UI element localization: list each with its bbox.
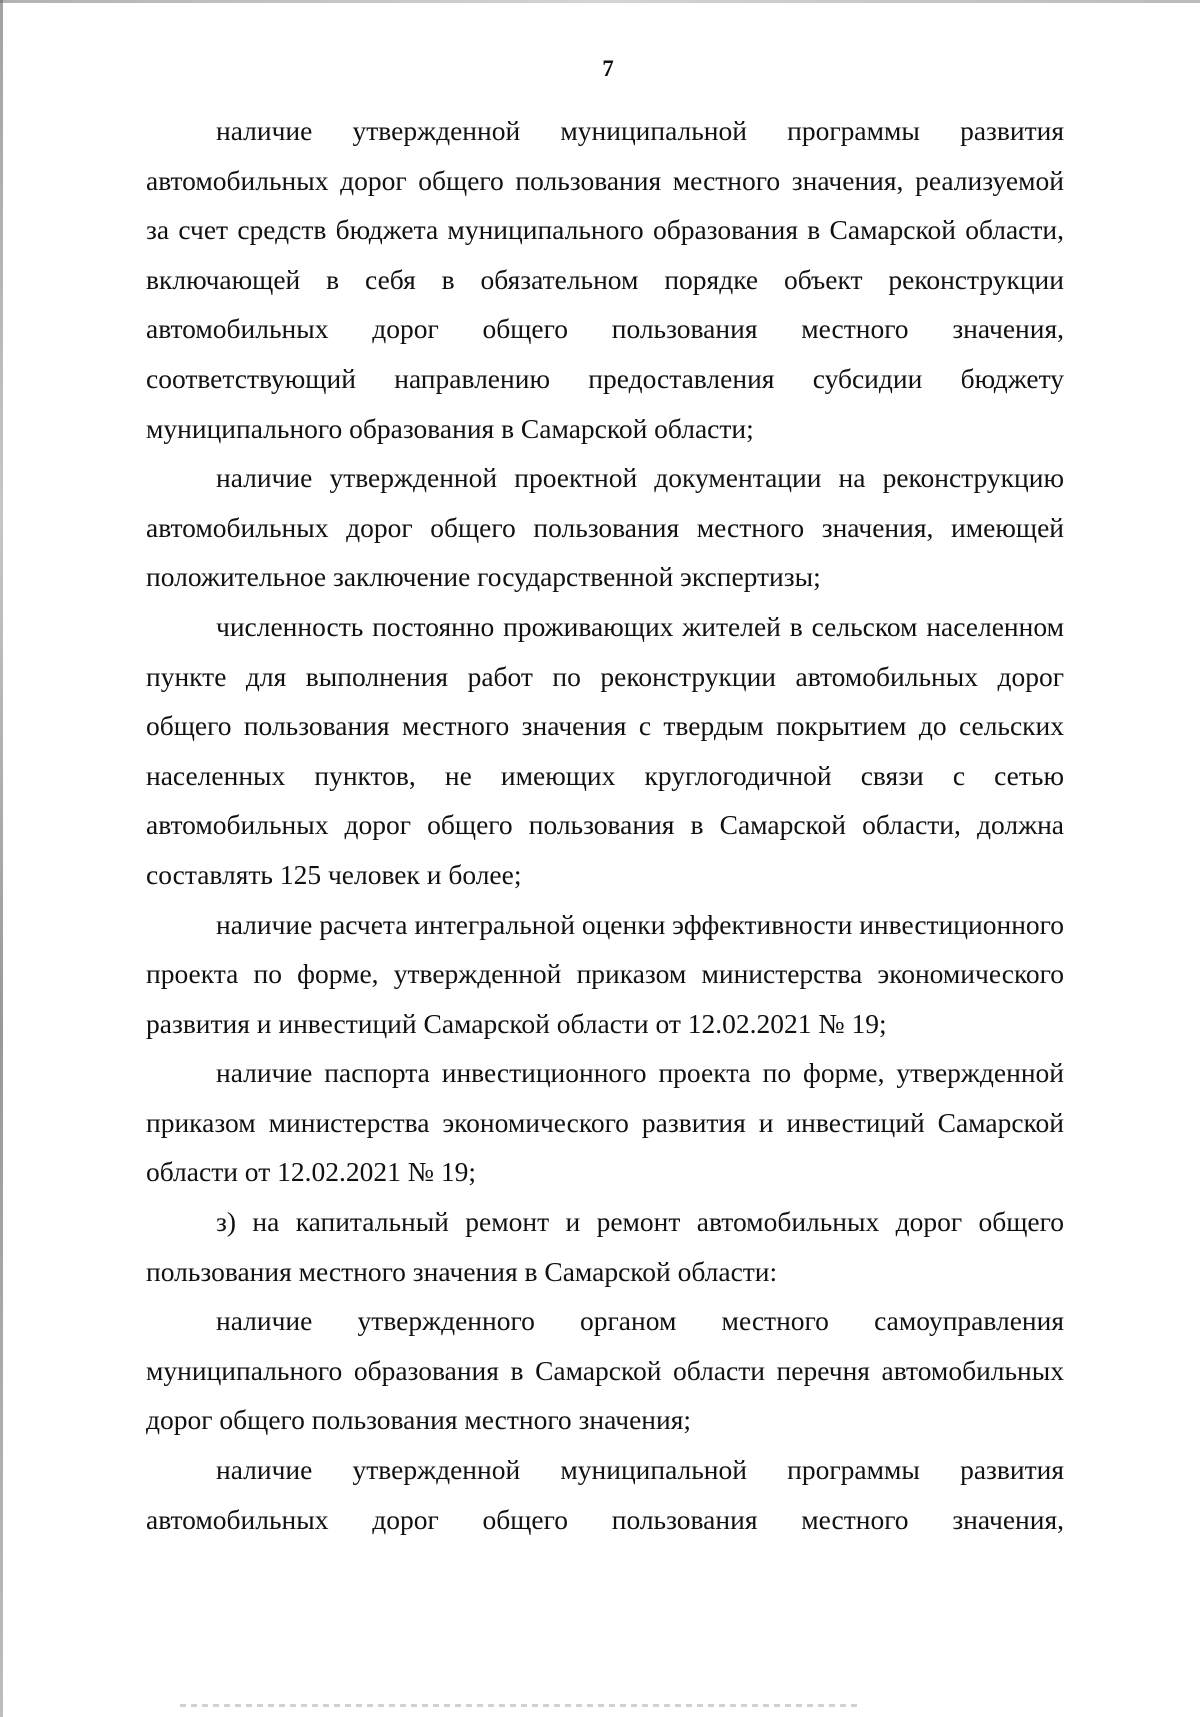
paragraph-population-requirement: численность постоянно проживающих жителей в сельском населенном пункте для выполнения работ по реконструкции автомобильных дорог общего пользования местного значения с твердым покрытием до сельских населенных пунктов, не имеющих круглогодичной связи с сетью автомобильных дорог общего пользования в Самарской области, должна составлять 125 человек и более; bbox=[146, 610, 1064, 890]
paragraph-road-list: наличие утвержденного органом местного самоуправления муниципального образования в Самарской области перечня автомобильных дорог общего пользования местного значения; bbox=[146, 1305, 1064, 1436]
paragraph-municipal-program: наличие утвержденной муниципальной программы развития автомобильных дорог общего пользования местного значения, реализуемой за счет средств бюджета муниципального образования в Самарской области, включающей в себя в обязательном порядке объект реконструкции автомобильных дорог общего пользования местного значения, соответствующий направлению предоставления субсидии бюджету муниципального образования в Самарской области; bbox=[146, 115, 1064, 444]
paragraph-efficiency-assessment: наличие расчета интегральной оценки эффективности инвестиционного проекта по форме, утвержденной приказом министерства экономического развития и инвестиций Самарской области от 12.02.2021 № 19; bbox=[146, 908, 1064, 1039]
paragraph-investment-passport: наличие паспорта инвестиционного проекта по форме, утвержденной приказом министерства экономического развития и инвестиций Самарской области от 12.02.2021 № 19; bbox=[146, 1057, 1064, 1188]
paragraph-project-documentation: наличие утвержденной проектной документации на реконструкцию автомобильных дорог общего пользования местного значения, имеющей положительное заключение государственной экспертизы; bbox=[146, 462, 1064, 593]
scan-edge-left bbox=[0, 0, 3, 1717]
paragraph-capital-repair-heading: з) на капитальный ремонт и ремонт автомобильных дорог общего пользования местного значения в Самарской области: bbox=[146, 1206, 1064, 1287]
scan-edge-bottom bbox=[180, 1704, 860, 1707]
paragraph-municipal-program-repeat: наличие утвержденной муниципальной программы развития автомобильных дорог общего пользования местного значения, bbox=[146, 1454, 1064, 1535]
scan-edge-top bbox=[0, 0, 1200, 3]
document-body bbox=[146, 106, 1064, 1544]
page-number: 7 bbox=[602, 56, 614, 81]
